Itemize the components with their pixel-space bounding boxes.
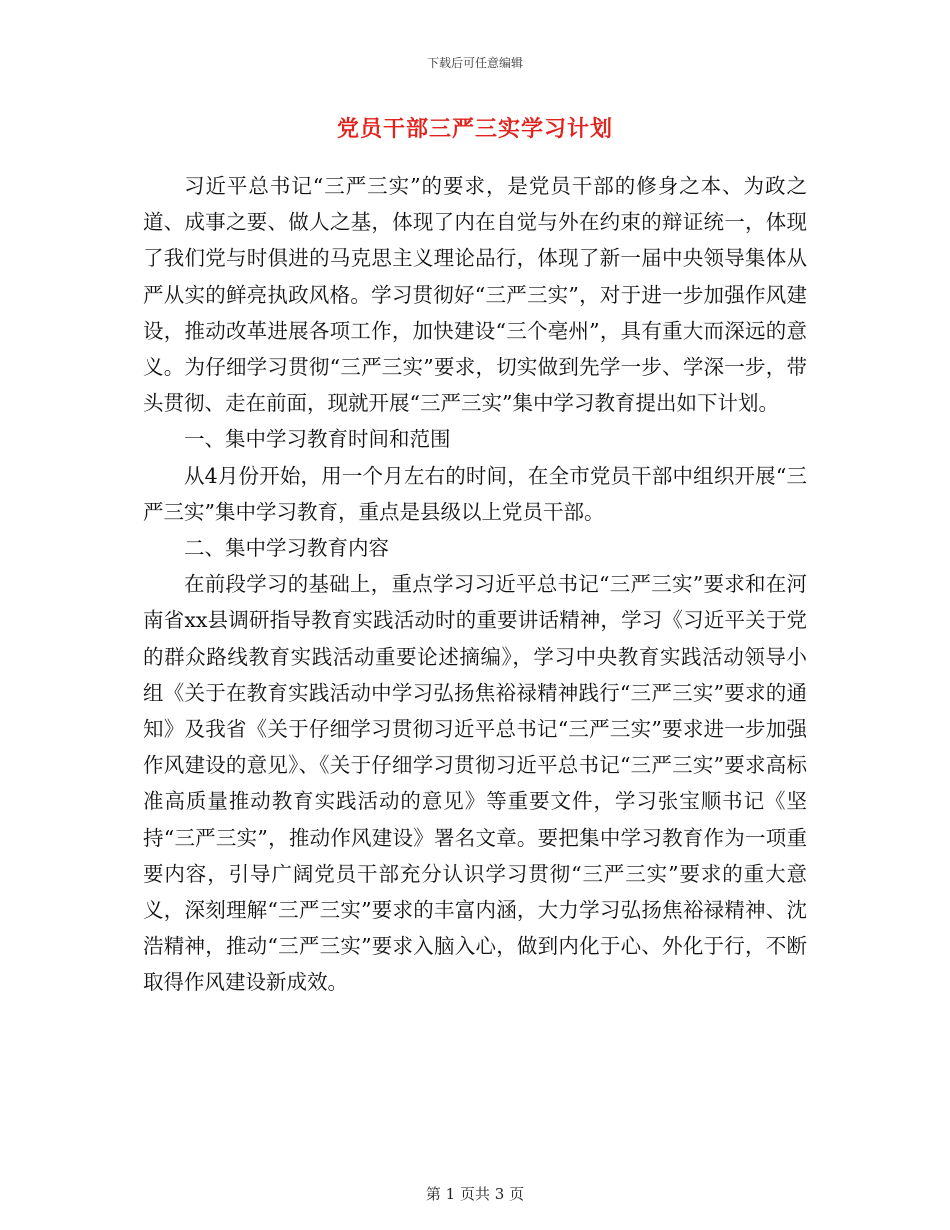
- header-note: 下载后可任意编辑: [426, 56, 523, 70]
- document-body: [143, 168, 807, 1001]
- document-title: 党员干部三严三实学习计划: [336, 116, 613, 142]
- paragraph-time-scope: 从4月份开始，用一个月左右的时间，在全市党员干部中组织开展“三严三实”集中学习教育，重点是县级以上党员干部。: [143, 463, 807, 524]
- paragraph-intro: 习近平总书记“三严三实”的要求，是党员干部的修身之本、为政之道、成事之要、做人之基，体现了内在自觉与外在约束的辩证统一，体现了我们党与时俱进的马克思主义理论品行，体现了新一届中央领导集体从严从实的鲜亮执政风格。学习贯彻好“三严三实”，对于进一步加强作风建设，推动改革进展各项工作，加快建设“三个亳州”，具有重大而深远的意义。为仔细学习贯彻“三严三实”要求，切实做到先学一步、学深一步，带头贯彻、走在前面，现就开展“三严三实”集中学习教育提出如下计划。: [143, 174, 807, 416]
- page-footer: 第 1 页共 3 页: [425, 1185, 525, 1203]
- section-heading-2: 二、集中学习教育内容: [184, 536, 389, 561]
- paragraph-content: 在前段学习的基础上，重点学习习近平总书记“三严三实”要求和在河南省xx县调研指导教育实践活动时的重要讲话精神，学习《习近平关于党的群众路线教育实践活动重要论述摘编》，学习中央教育实践活动领导小组《关于在教育实践活动中学习弘扬焦裕禄精神践行“三严三实”要求的通知》及我省《关于仔细学习贯彻习近平总书记“三严三实”要求进一步加强作风建设的意见》、《关于仔细学习贯彻习近平总书记“三严三实”要求高标准高质量推动教育实践活动的意见》等重要文件，学习张宝顺书记《坚持“三严三实”，推动作风建设》署名文章。要把集中学习教育作为一项重要内容，引导广阔党员干部充分认识学习贯彻“三严三实”要求的重大意义，深刻理解“三严三实”要求的丰富内涵，大力学习弘扬焦裕禄精神、沈浩精神，推动“三严三实”要求入脑入心，做到内化于心、外化于行，不断取得作风建设新成效。: [143, 572, 807, 995]
- section-heading-1: 一、集中学习教育时间和范围: [184, 427, 451, 452]
